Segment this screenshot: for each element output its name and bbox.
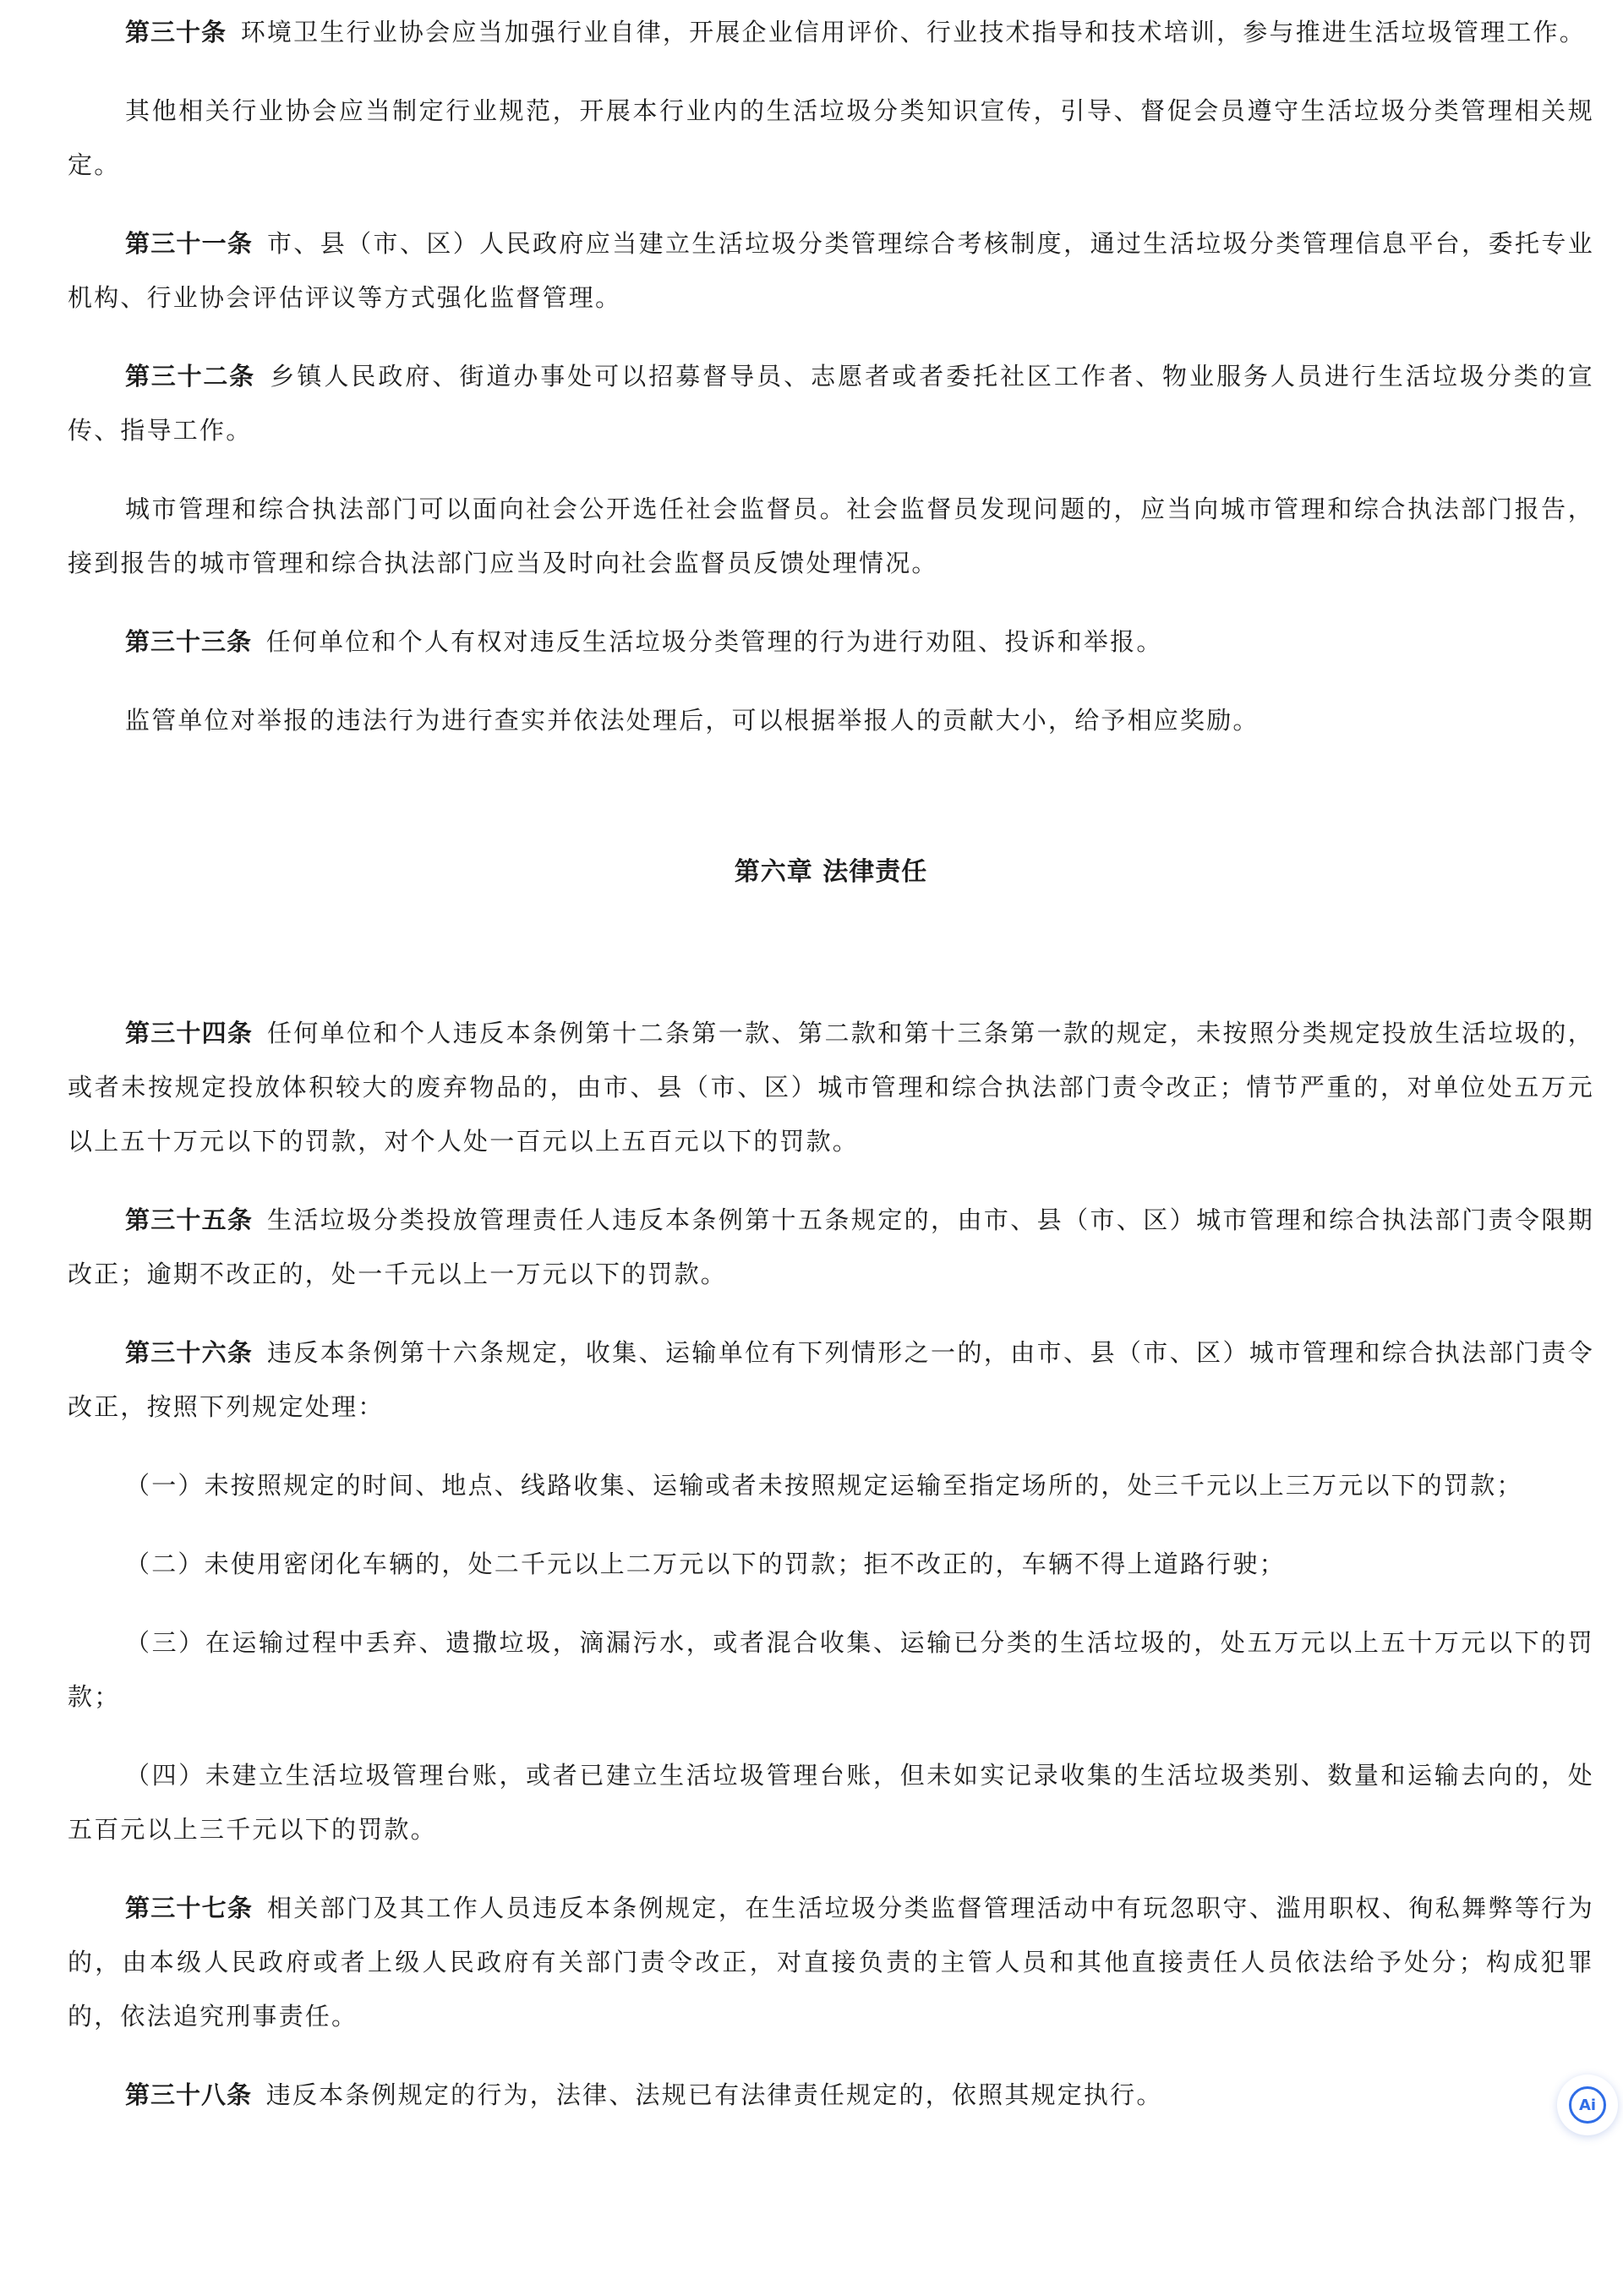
article-number: 第三十一条	[125, 229, 254, 258]
article-text: （四）未建立生活垃圾管理台账，或者已建立生活垃圾管理台账，但未如实记录收集的生活垃圾类别、数量和运输去向的，处五百元以上三千元以下的罚款。	[68, 1761, 1594, 1844]
article-number: 第三十二条	[125, 362, 255, 391]
document-page	[68, 0, 1594, 2122]
list-item-3	[68, 1615, 1594, 1724]
article-number: 第三十七条	[125, 1894, 254, 1922]
paragraph-article-30-clause-2	[68, 84, 1594, 192]
article-text: （三）在运输过程中丢弃、遗撒垃圾，滴漏污水，或者混合收集、运输已分类的生活垃圾的，处五万元以上五十万元以下的罚款；	[68, 1628, 1594, 1711]
section-block-1	[68, 5, 1594, 747]
article-text: 违反本条例第十六条规定，收集、运输单位有下列情形之一的，由市、县（市、区）城市管理和综合执法部门责令改正，按照下列规定处理：	[68, 1338, 1594, 1421]
ai-assistant-button[interactable]	[1557, 2075, 1618, 2135]
paragraph-article-30	[68, 5, 1594, 59]
paragraph-article-35	[68, 1193, 1594, 1301]
paragraph-article-36	[68, 1326, 1594, 1434]
article-text: 相关部门及其工作人员违反本条例规定，在生活垃圾分类监督管理活动中有玩忽职守、滥用职权、徇私舞弊等行为的，由本级人民政府或者上级人民政府有关部门责令改正，对直接负责的主管人员和其他直接责任人员依法给予处分；构成犯罪的，依法追究刑事责任。	[68, 1894, 1594, 2031]
list-item-4	[68, 1748, 1594, 1856]
paragraph-article-33-clause-2	[68, 693, 1594, 747]
paragraph-article-38	[68, 2068, 1594, 2122]
article-number: 第三十条	[125, 18, 227, 46]
article-number: 第三十五条	[125, 1205, 254, 1234]
article-text: （二）未使用密闭化车辆的，处二千元以上二万元以下的罚款；拒不改正的，车辆不得上道路行驶；	[125, 1550, 1286, 1578]
article-text: 市、县（市、区）人民政府应当建立生活垃圾分类管理综合考核制度，通过生活垃圾分类管理信息平台，委托专业机构、行业协会评估评议等方式强化监督管理。	[68, 229, 1594, 312]
article-number: 第三十四条	[125, 1019, 254, 1047]
ai-assistant-icon: Ai	[1569, 2086, 1606, 2124]
article-text: 其他相关行业协会应当制定行业规范，开展本行业内的生活垃圾分类知识宣传，引导、督促会员遵守生活垃圾分类管理相关规定。	[68, 96, 1594, 179]
section-block-2	[68, 1006, 1594, 2122]
article-text: 乡镇人民政府、街道办事处可以招募督导员、志愿者或者委托社区工作者、物业服务人员进行生活垃圾分类的宣传、指导工作。	[68, 362, 1594, 445]
article-text: 环境卫生行业协会应当加强行业自律，开展企业信用评价、行业技术指导和技术培训，参与推进生活垃圾管理工作。	[240, 18, 1586, 46]
article-text: 监管单位对举报的违法行为进行查实并依法处理后，可以根据举报人的贡献大小，给予相应奖励。	[125, 706, 1260, 735]
article-text: 城市管理和综合执法部门可以面向社会公开选任社会监督员。社会监督员发现问题的，应当向城市管理和综合执法部门报告，接到报告的城市管理和综合执法部门应当及时向社会监督员反馈处理情况。	[68, 495, 1594, 577]
article-text: （一）未按照规定的时间、地点、线路收集、运输或者未按照规定运输至指定场所的，处三千元以上三万元以下的罚款；	[125, 1471, 1523, 1500]
paragraph-article-33	[68, 615, 1594, 669]
article-number: 第三十六条	[125, 1338, 254, 1367]
list-item-1	[68, 1458, 1594, 1512]
paragraph-article-32	[68, 349, 1594, 457]
article-text: 任何单位和个人有权对违反生活垃圾分类管理的行为进行劝阻、投诉和举报。	[265, 627, 1163, 656]
chapter-title: 第六章 法律责任	[734, 857, 928, 887]
list-item-2	[68, 1537, 1594, 1591]
paragraph-article-37	[68, 1881, 1594, 2043]
paragraph-article-32-clause-2	[68, 482, 1594, 590]
article-text: 违反本条例规定的行为，法律、法规已有法律责任规定的，依照其规定执行。	[265, 2080, 1163, 2109]
article-number: 第三十八条	[125, 2080, 253, 2109]
article-number: 第三十三条	[125, 627, 253, 656]
paragraph-article-31	[68, 216, 1594, 325]
article-text: 生活垃圾分类投放管理责任人违反本条例第十五条规定的，由市、县（市、区）城市管理和综合执法部门责令限期改正；逾期不改正的，处一千元以上一万元以下的罚款。	[68, 1205, 1594, 1288]
paragraph-article-34	[68, 1006, 1594, 1168]
article-text: 任何单位和个人违反本条例第十二条第一款、第二款和第十三条第一款的规定，未按照分类规定投放生活垃圾的，或者未按规定投放体积较大的废弃物品的，由市、县（市、区）城市管理和综合执法部门责令改正；情节严重的，对单位处五万元以上五十万元以下的罚款，对个人处一百元以上五百元以下的罚款。	[68, 1019, 1594, 1156]
